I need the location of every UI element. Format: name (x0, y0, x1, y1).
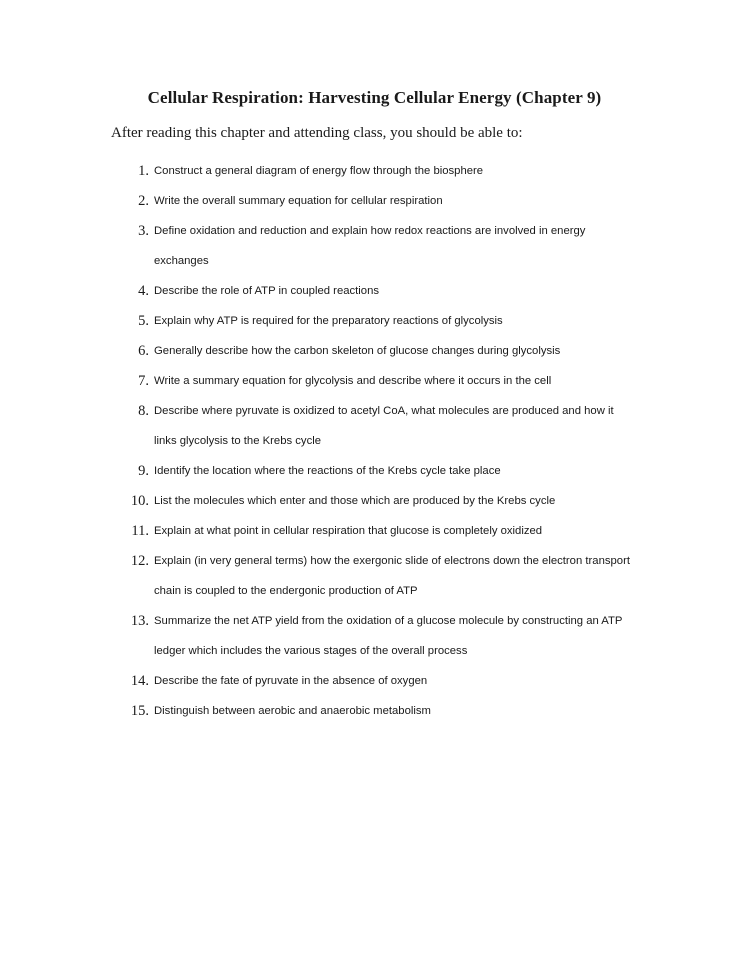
list-item (0, 606, 749, 666)
item-number: 15. (130, 703, 149, 719)
item-number: 9. (138, 463, 149, 479)
list-item (0, 666, 749, 696)
item-number: 6. (138, 343, 149, 359)
list-item (0, 156, 749, 186)
item-number: 8. (138, 403, 149, 419)
list-item (0, 456, 749, 486)
list-item (0, 696, 749, 726)
item-number: 2. (138, 193, 149, 209)
item-text: Define oxidation and reduction and explain how redox reactions are involved in energy exchanges (154, 225, 586, 267)
list-item (0, 276, 749, 306)
list-item (0, 216, 749, 276)
item-number: 12. (130, 553, 149, 569)
item-text: Describe the role of ATP in coupled reactions (154, 285, 380, 297)
list-item (0, 306, 749, 336)
list-item (0, 516, 749, 546)
item-text: List the molecules which enter and those which are produced by the Krebs cycle (154, 495, 556, 507)
item-number: 1. (138, 163, 149, 179)
item-number: 13. (130, 613, 149, 629)
item-number: 7. (138, 373, 149, 389)
item-text: Explain (in very general terms) how the exergonic slide of electrons down the electron transport chain is coupled to the endergonic production of ATP (154, 555, 630, 597)
item-text: Distinguish between aerobic and anaerobic metabolism (154, 705, 431, 717)
item-number: 3. (138, 223, 149, 239)
item-text: Identify the location where the reactions of the Krebs cycle take place (154, 465, 501, 477)
objectives-list (0, 156, 749, 726)
item-number: 11. (131, 523, 149, 539)
item-text: Explain why ATP is required for the preparatory reactions of glycolysis (154, 315, 503, 327)
item-text: Write a summary equation for glycolysis and describe where it occurs in the cell (154, 375, 552, 387)
item-number: 5. (138, 313, 149, 329)
item-text: Write the overall summary equation for cellular respiration (154, 195, 443, 207)
document-title: Cellular Respiration: Harvesting Cellular Energy (Chapter 9) (147, 88, 602, 107)
item-text: Construct a general diagram of energy flow through the biosphere (154, 165, 484, 177)
list-item (0, 396, 749, 456)
list-item (0, 336, 749, 366)
list-item (0, 546, 749, 606)
item-text: Explain at what point in cellular respiration that glucose is completely oxidized (154, 525, 543, 537)
list-item (0, 486, 749, 516)
list-item (0, 366, 749, 396)
intro-text: After reading this chapter and attending class, you should be able to: (111, 125, 523, 141)
item-text: Describe the fate of pyruvate in the absence of oxygen (154, 675, 428, 687)
list-item (0, 186, 749, 216)
item-text: Describe where pyruvate is oxidized to acetyl CoA, what molecules are produced and how it links glycolysis to the Krebs cycle (154, 405, 614, 447)
item-number: 10. (130, 493, 149, 509)
item-number: 4. (138, 283, 149, 299)
item-number: 14. (130, 673, 149, 689)
item-text: Summarize the net ATP yield from the oxidation of a glucose molecule by constructing an ATP ledger which includes the various stages of the overall process (154, 615, 623, 657)
item-text: Generally describe how the carbon skeleton of glucose changes during glycolysis (154, 345, 561, 357)
